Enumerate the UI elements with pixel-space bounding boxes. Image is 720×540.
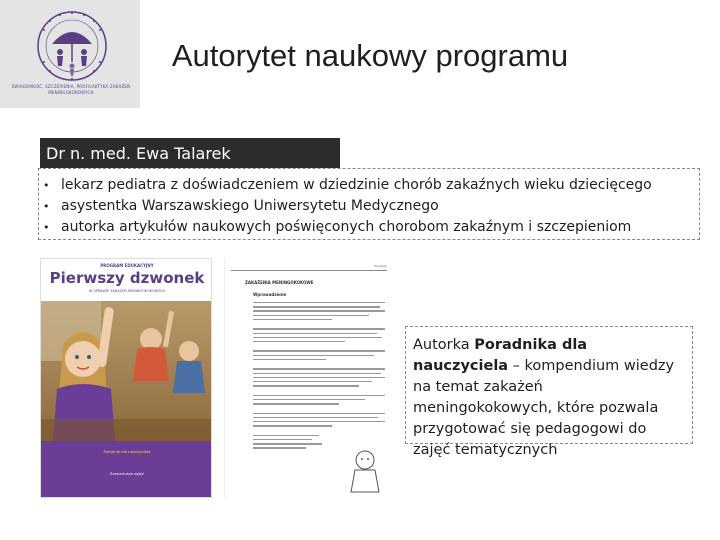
page-header-label: Poradnik	[374, 264, 387, 268]
slide-title: Autorytet naukowy programu	[171, 38, 569, 73]
caption-text: – kompendium wiedzy na temat zakażeń meningokokowych, które pozwala przygotować się pedagogowi do zajęć tematycznych	[413, 358, 675, 458]
page-body-text	[253, 302, 385, 452]
cover-subtitle: W SPRAWIE ZAKAŻEŃ MENINGOKOKOWYCH	[88, 289, 166, 293]
list-item-text: lekarz pediatra z doświadczeniem w dziedzinie chorób zakaźnych wieku dziecięcego	[61, 177, 652, 193]
cover-program-label: PROGRAM EDUKACYJNY	[100, 263, 154, 268]
page-section-title: Wprowadzenie	[253, 292, 287, 297]
child-drawing-icon	[343, 448, 387, 494]
cover-title: Pierwszy dzwonek	[49, 269, 205, 287]
classroom-children-illustration	[41, 301, 212, 441]
caption-book-title: Poradnika dla nauczyciela	[413, 337, 588, 374]
book-description	[405, 326, 693, 458]
bullet-icon: •	[43, 179, 50, 192]
list-item	[43, 175, 699, 196]
page-heading: ZAKAŻENIA MENINGOKOKOWE	[245, 280, 314, 285]
caption-prefix: Autorka	[413, 337, 475, 353]
list-item	[43, 217, 699, 238]
divider	[231, 270, 387, 271]
classroom-photo	[41, 301, 212, 441]
list-item	[43, 196, 699, 217]
page-header	[231, 264, 387, 269]
cover-bottom-text-secondary: Scenariusze zajęć	[110, 471, 144, 476]
person-name-banner: Dr n. med. Ewa Talarek	[40, 138, 340, 168]
bullet-icon: •	[43, 200, 50, 213]
logo-subtitle: ŚWIADOMOŚĆ, SZCZEPIENIA, PROFILAKTYKA ZAKAŻEŃ MENINGOKOKOWYCH	[11, 84, 131, 95]
cover-bottom-band	[41, 441, 212, 498]
list-item-text: autorka artykułów naukowych poświęconych chorobom zakaźnym i szczepieniom	[61, 219, 632, 235]
credentials-list	[38, 168, 700, 240]
document-page-image	[224, 258, 392, 498]
cover-bottom-text: Poradnik dla nauczyciela	[103, 449, 151, 454]
bullet-icon: •	[43, 221, 50, 234]
list-item-text: asystentka Warszawskiego Uniwersytetu Medycznego	[61, 198, 439, 214]
book-cover-image	[40, 258, 212, 498]
